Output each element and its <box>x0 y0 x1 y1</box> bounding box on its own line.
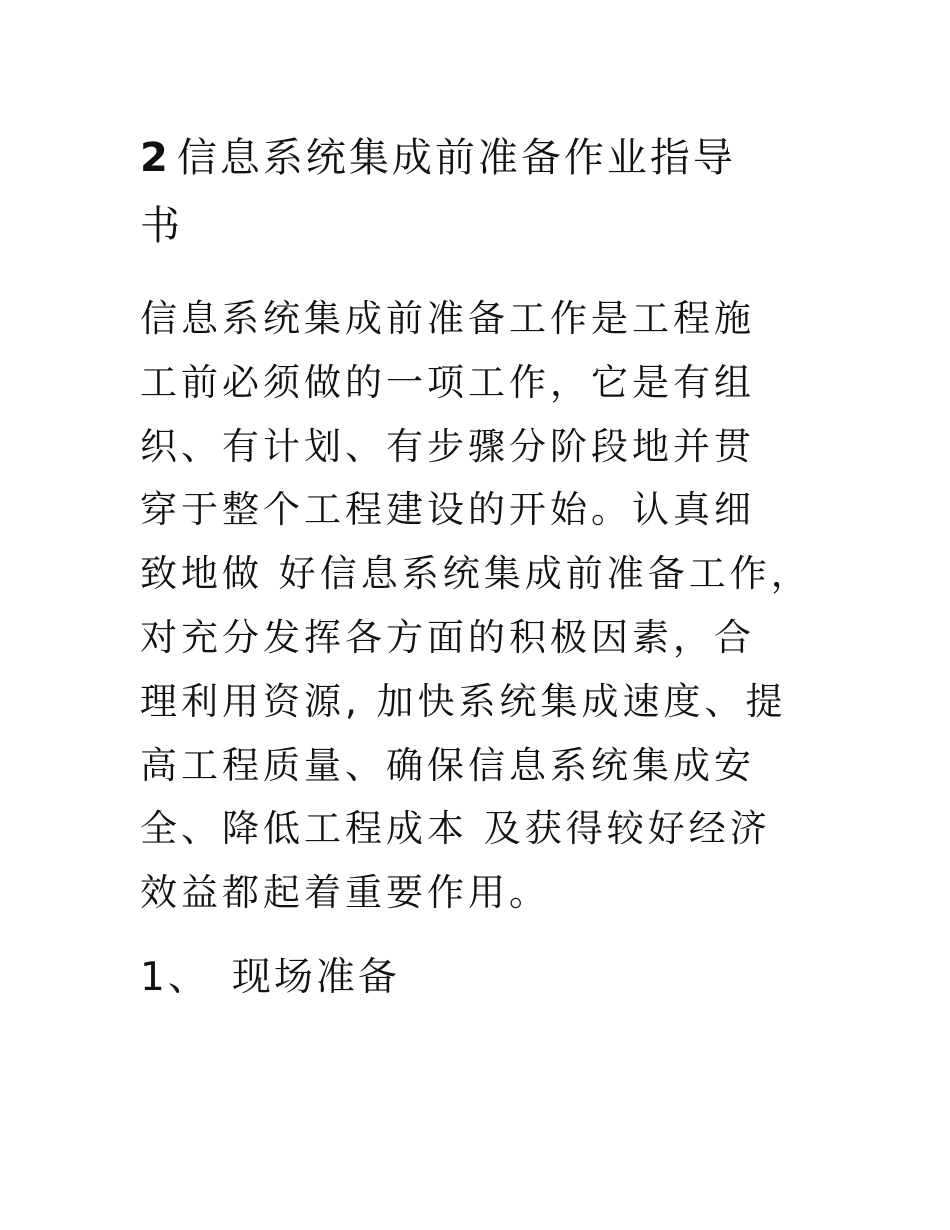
title-number: 2 <box>140 135 171 181</box>
paragraph-line: 理利用资源, 加快系统集成速度、提 <box>140 679 787 723</box>
title-line-1 <box>140 124 820 192</box>
paragraph-line: 信息系统集成前准备工作是工程施 <box>140 297 755 340</box>
paragraph-line: 致地做 好信息系统集成前准备工作， <box>140 552 812 596</box>
paragraph-line: 工前必须做的一项工作，它是有组 <box>140 360 755 404</box>
title-line-2 <box>140 192 820 260</box>
document-title <box>140 124 820 260</box>
title-text-line-1: 信息系统集成前准备作业指导 <box>176 135 736 181</box>
paragraph-line: 高工程质量、确保信息系统集成安 <box>140 743 755 787</box>
paragraph-line: 全、降低工程成本 及获得较好经济 <box>140 807 771 851</box>
section-number: 1、 <box>140 955 210 1000</box>
section-label: 现场准备 <box>231 955 400 1000</box>
intro-paragraph <box>140 287 840 925</box>
paragraph-line: 织、有计划、有步骤分阶段地并贯 <box>140 424 755 468</box>
title-text-line-2: 书 <box>140 203 183 249</box>
paragraph-line: 对充分发挥各方面的积极因素，合 <box>140 615 755 659</box>
section-heading <box>140 945 400 1011</box>
paragraph-line: 效益都起着重要作用。 <box>140 871 550 915</box>
paragraph-line: 穿于整个工程建设的开始。认真细 <box>140 488 755 532</box>
